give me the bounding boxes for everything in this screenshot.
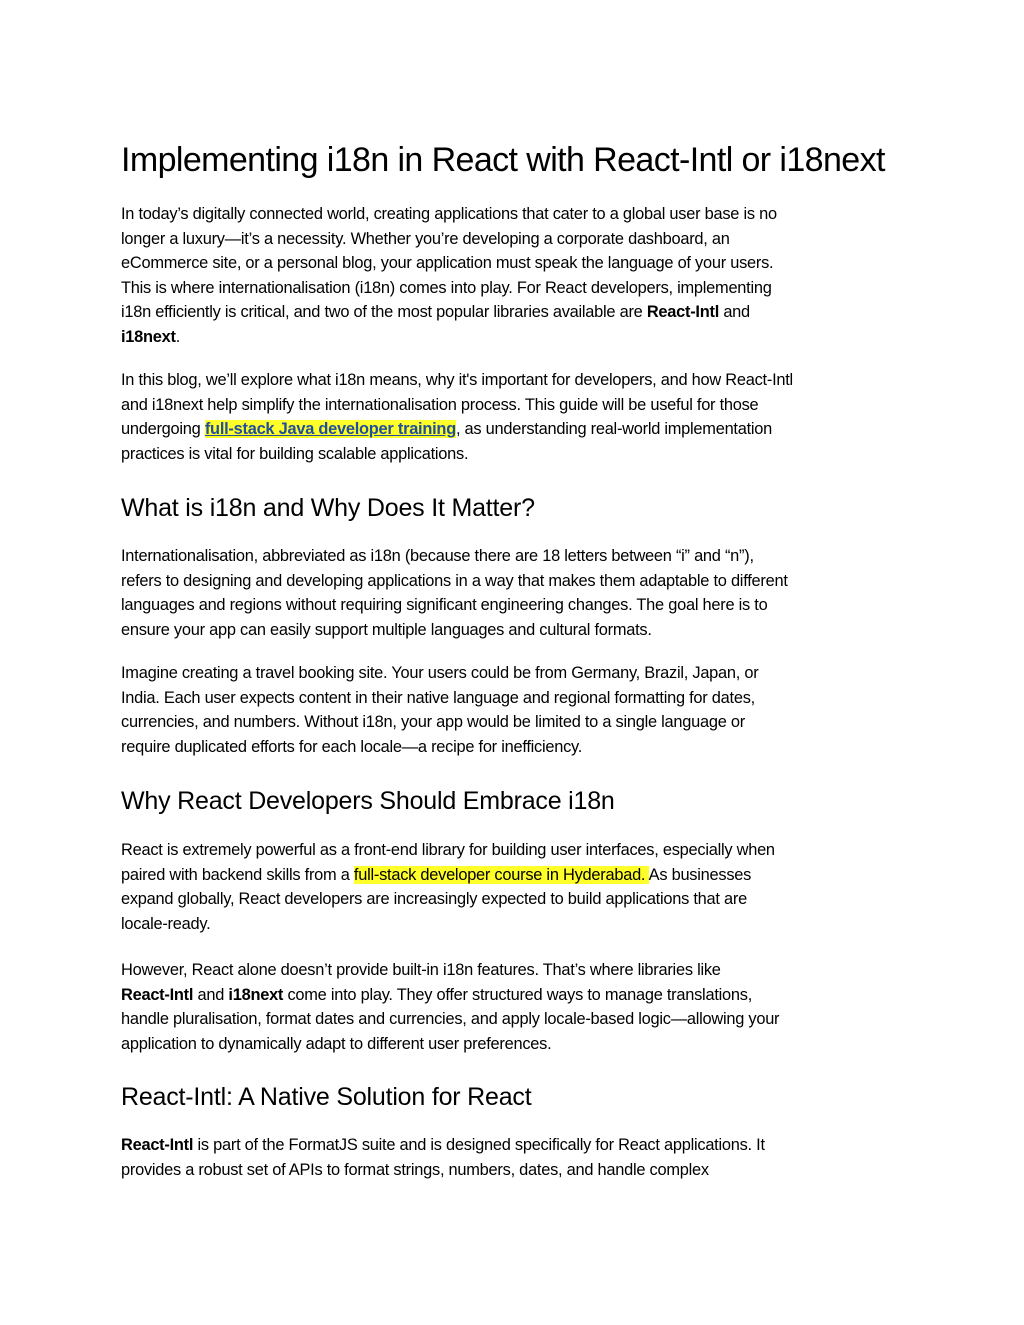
text-line [121, 417, 911, 442]
text-line: Internationalisation, abbreviated as i18n (because there are 18 letters between “i” and “n”), [121, 547, 754, 565]
highlighted-course-text[interactable]: full-stack developer course in Hyderabad. [353, 865, 649, 884]
text-line [121, 1133, 911, 1158]
text-line: longer a luxury—it’s a necessity. Whether you’re developing a corporate dashboard, an [121, 229, 730, 248]
text-line [121, 983, 911, 1008]
section-heading-why-react: Why React Developers Should Embrace i18n [121, 787, 615, 815]
text-line: require duplicated efforts for each locale—a recipe for inefficiency. [121, 737, 583, 756]
text-line: and i18next help simplify the internationalisation process. This guide will be useful for those [121, 395, 759, 414]
intro-paragraph-1 [121, 202, 911, 349]
section2-paragraph-2 [121, 958, 911, 1056]
section-heading-what-is-i18n: What is i18n and Why Does It Matter? [121, 494, 535, 522]
text-span: is part of the FormatJS suite and is designed specifically for React applications. It [193, 1136, 765, 1154]
text-line: In today’s digitally connected world, creating applications that cater to a global user base is no [121, 205, 777, 223]
bold-term-i18next: i18next [121, 327, 176, 346]
section3-paragraph-1 [121, 1133, 911, 1182]
text-span: i18n efficiently is critical, and two of the most popular libraries available are [121, 303, 647, 321]
text-line: provides a robust set of APIs to format strings, numbers, dates, and handle complex [121, 1160, 709, 1179]
bold-term-react-intl: React-Intl [121, 1136, 194, 1154]
text-span: undergoing [121, 420, 205, 438]
text-line: handle pluralisation, format dates and currencies, and apply locale-based logic—allowing your [121, 1010, 780, 1028]
text-line [121, 300, 911, 325]
text-line: application to dynamically adapt to different user preferences. [121, 1034, 552, 1053]
text-span: and [193, 985, 229, 1004]
section1-paragraph-1 [121, 544, 911, 642]
text-line: React is extremely powerful as a front-end library for building user interfaces, especially when [121, 841, 775, 859]
bold-term-react-intl: React-Intl [121, 985, 194, 1004]
bold-term-react-intl: React-Intl [646, 303, 720, 321]
text-span: paired with backend skills from a [121, 865, 354, 884]
text-line: practices is vital for building scalable applications. [121, 444, 469, 463]
bold-term-i18next: i18next [228, 985, 284, 1004]
text-line [121, 863, 911, 888]
text-line: eCommerce site, or a personal blog, your application must speak the language of your users. [121, 254, 774, 272]
text-line [121, 325, 911, 350]
text-line: locale-ready. [121, 914, 211, 933]
text-span: As businesses [648, 865, 752, 884]
section-heading-react-intl: React-Intl: A Native Solution for React [121, 1083, 532, 1111]
text-line: However, React alone doesn’t provide built-in i18n features. That’s where libraries like [121, 961, 721, 979]
java-training-link[interactable]: full-stack Java developer training [204, 420, 456, 438]
text-line: languages and regions without requiring significant engineering changes. The goal here is to [121, 596, 768, 614]
text-line: ensure your app can easily support multiple languages and cultural formats. [121, 620, 652, 639]
text-line: India. Each user expects content in their native language and regional formatting for dates, [121, 688, 755, 707]
text-span: and [719, 303, 750, 321]
text-span: . [175, 327, 181, 346]
section1-paragraph-2 [121, 661, 911, 759]
text-line: Imagine creating a travel booking site. Your users could be from Germany, Brazil, Japan, or [121, 664, 759, 682]
text-span: , as understanding real-world implementation [455, 420, 773, 438]
text-line: In this blog, we’ll explore what i18n means, why it's important for developers, and how React-Intl [121, 371, 793, 389]
text-line: currencies, and numbers. Without i18n, your app would be limited to a single language or [121, 713, 745, 731]
text-line: expand globally, React developers are increasingly expected to build applications that are [121, 890, 747, 908]
text-line: This is where internationalisation (i18n) comes into play. For React developers, implementing [121, 278, 772, 297]
text-span: come into play. They offer structured ways to manage translations, [283, 985, 752, 1004]
section2-paragraph-1 [121, 838, 911, 936]
text-line: refers to designing and developing applications in a way that makes them adaptable to different [121, 571, 788, 590]
document-title: Implementing i18n in React with React-Intl or i18next [121, 141, 885, 179]
intro-paragraph-2 [121, 368, 911, 466]
